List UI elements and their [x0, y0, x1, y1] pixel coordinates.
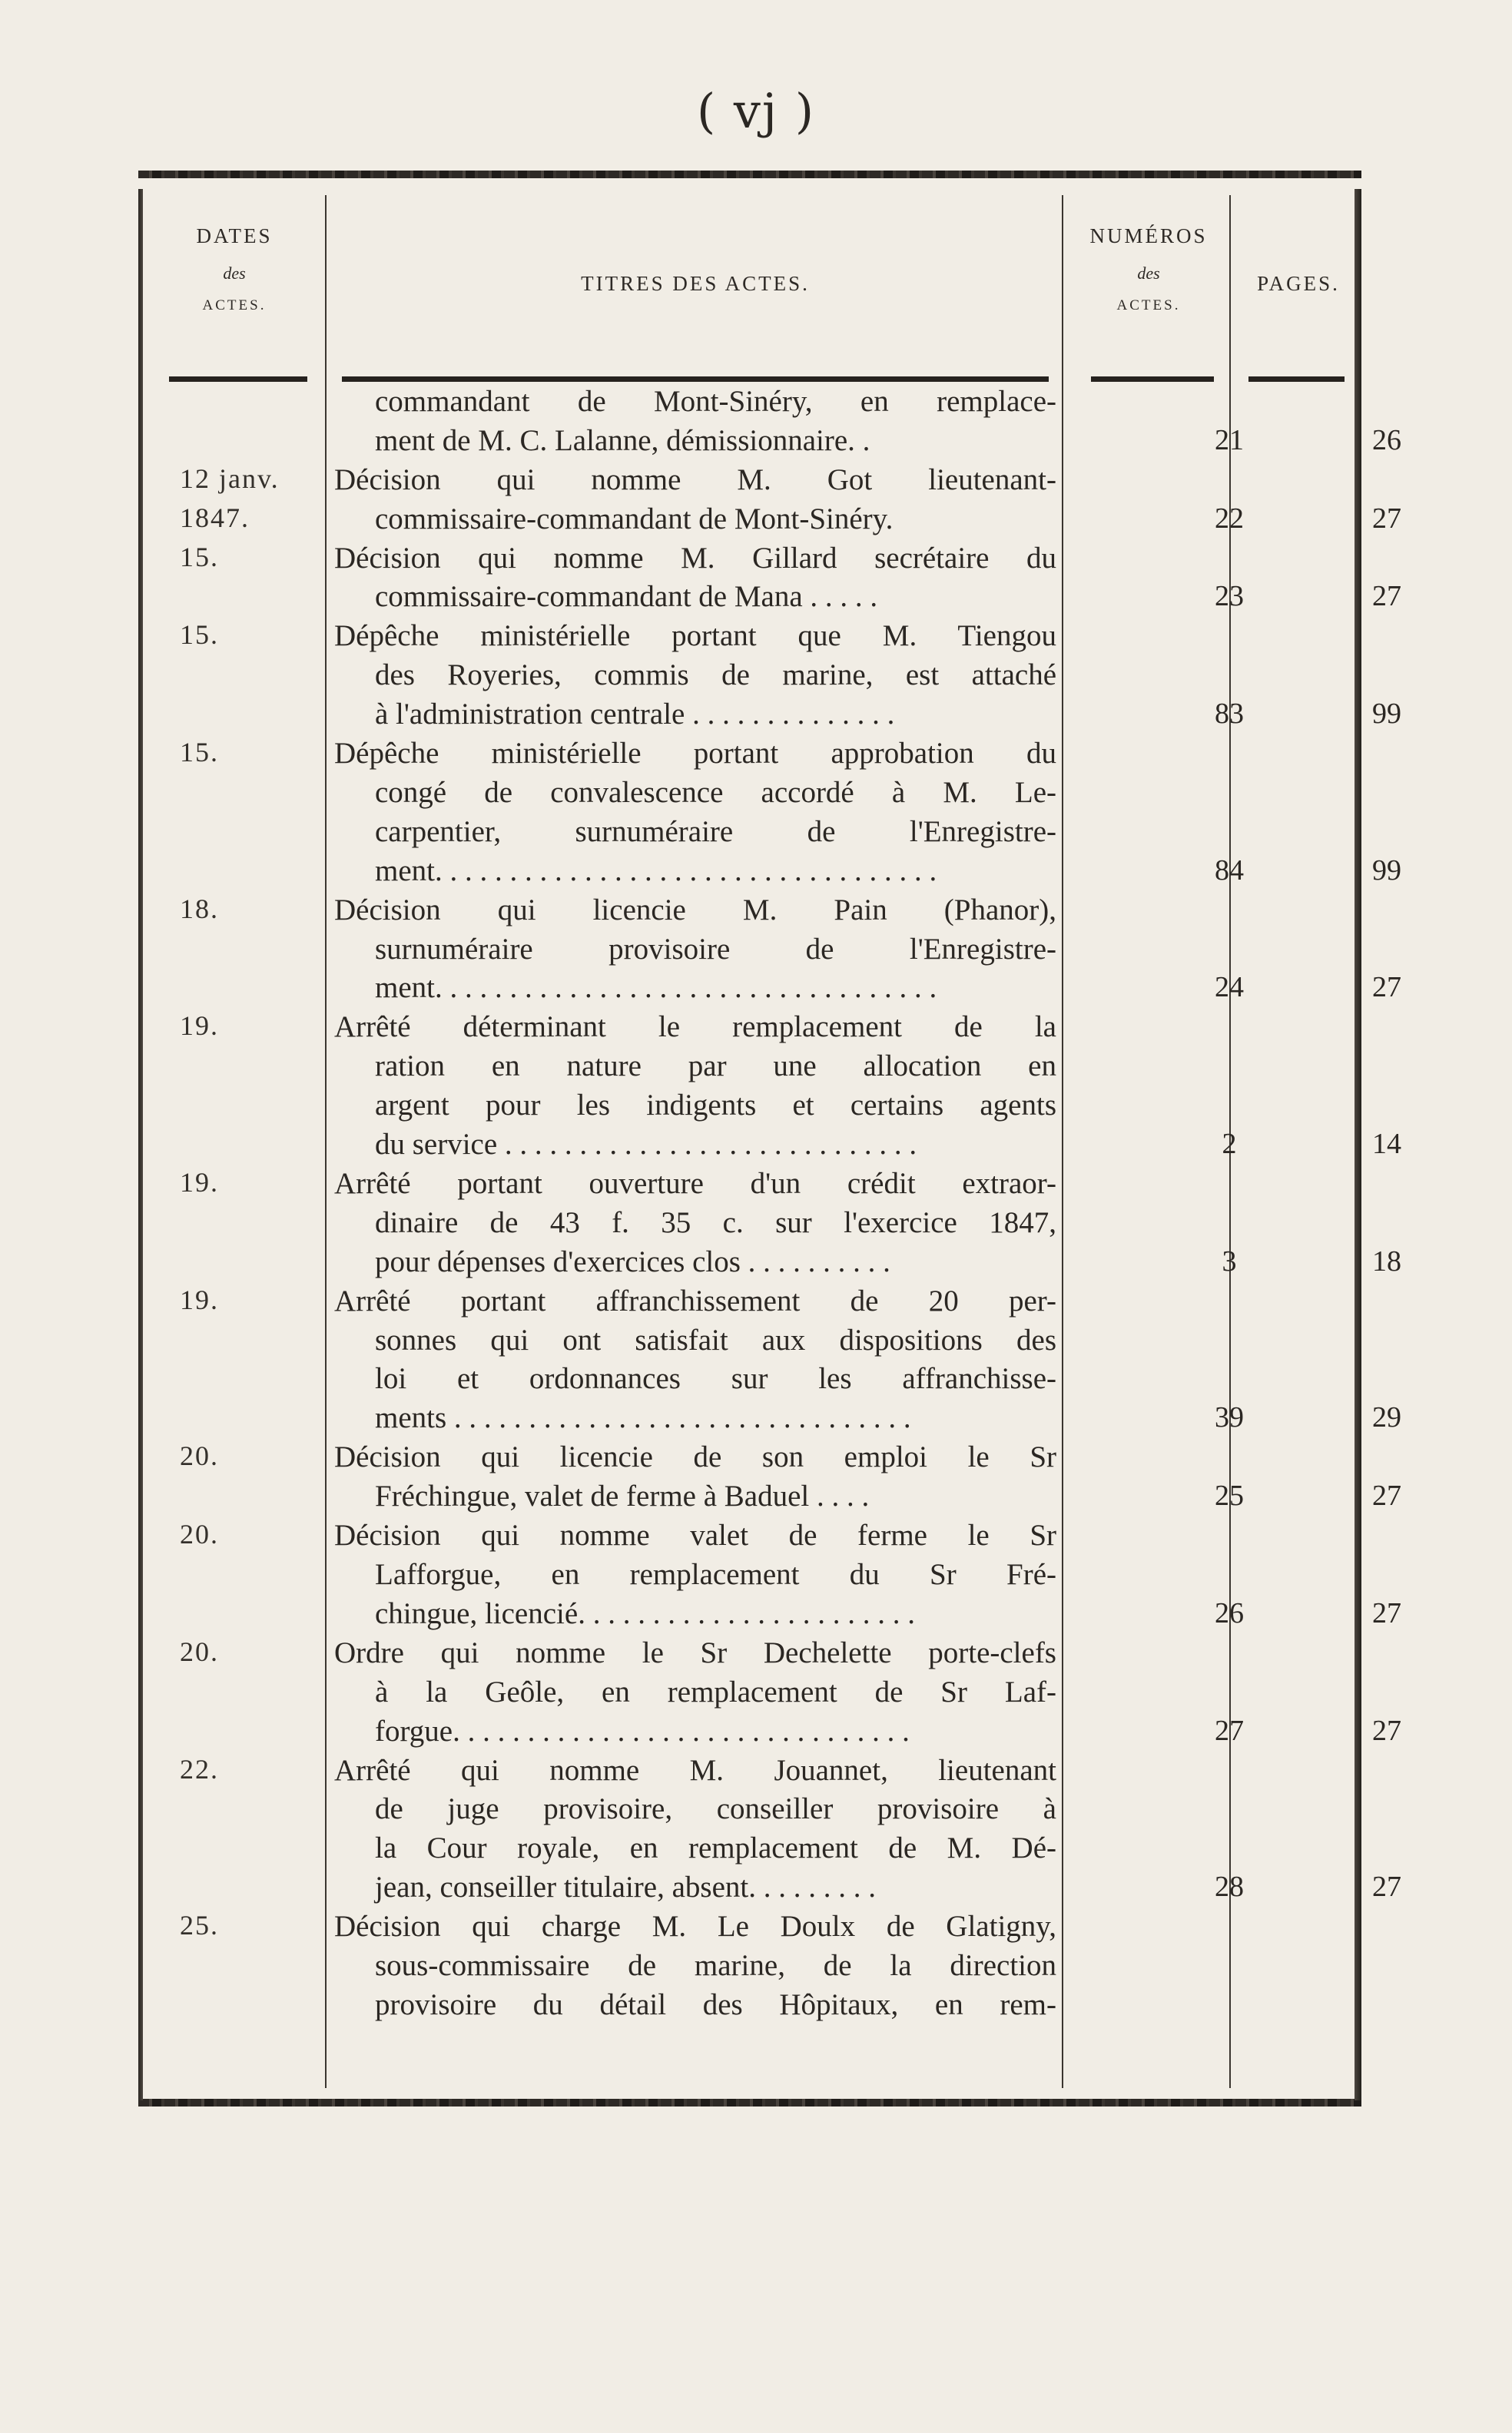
- row-page-number: 18: [1372, 1245, 1401, 1278]
- header-underline: [169, 376, 307, 382]
- row-page-number: 99: [1372, 854, 1401, 887]
- title-line: ration en nature par une allocation en: [375, 1049, 1056, 1083]
- title-line: Décision qui nomme M. Gillard secrétaire du: [334, 541, 1056, 575]
- title-line: carpentier, surnuméraire de l'Enregistre-: [375, 814, 1056, 848]
- row-date: 25.: [180, 1910, 219, 1941]
- title-line: Décision qui nomme M. Got lieutenant-: [334, 462, 1056, 496]
- row-act-number: 27: [1215, 1714, 1244, 1747]
- page-number: ( vj ): [696, 83, 816, 139]
- title-line: Décision qui nomme valet de ferme le Sr: [334, 1519, 1056, 1553]
- row-page-number: 27: [1372, 971, 1401, 1004]
- title-line: ment de M. C. Lalanne, démissionnaire. .: [375, 423, 870, 457]
- header-numeros-line1: NUMÉROS: [1089, 224, 1208, 247]
- title-line: à la Geôle, en remplacement de Sr Laf-: [375, 1675, 1056, 1709]
- header-underline: [1248, 376, 1345, 382]
- row-date: 22.: [180, 1753, 219, 1785]
- row-date-year: 1847.: [180, 502, 250, 533]
- title-line: sous-commissaire de marine, de la direction: [375, 1948, 1056, 1982]
- row-date: 19.: [180, 1284, 219, 1315]
- title-line: Dépêche ministérielle portant que M. Tiengou: [334, 619, 1056, 653]
- title-line: la Cour royale, en remplacement de M. Dé-: [375, 1831, 1056, 1865]
- row-act-number: 26: [1215, 1596, 1244, 1629]
- row-date: 18.: [180, 893, 219, 924]
- bottom-rule: [138, 2099, 1361, 2107]
- row-date: 20.: [180, 1636, 219, 1667]
- title-line: commandant de Mont-Sinéry, en remplace-: [375, 385, 1056, 418]
- title-line: Arrêté déterminant le remplacement de la: [334, 1010, 1056, 1044]
- row-date: 20.: [180, 1519, 219, 1550]
- row-page-number: 29: [1372, 1401, 1401, 1434]
- row-act-number: 3: [1222, 1245, 1237, 1278]
- title-line: commissaire-commandant de Mont-Sinéry.: [375, 502, 894, 535]
- title-line: forgue. . . . . . . . . . . . . . . . . . . . . . . . . . . . . . .: [375, 1714, 910, 1748]
- title-line: surnuméraire provisoire de l'Enregistre-: [375, 932, 1056, 966]
- title-line: du service . . . . . . . . . . . . . . . . . . . . . . . . . . . .: [375, 1128, 917, 1162]
- title-line: provisoire du détail des Hôpitaux, en rem-: [375, 1987, 1056, 2021]
- title-line: Ordre qui nomme le Sr Dechelette porte-clefs: [334, 1636, 1056, 1669]
- title-line: loi et ordonnances sur les affranchisse-: [375, 1362, 1056, 1396]
- top-rule: [138, 171, 1361, 178]
- title-line: de juge provisoire, conseiller provisoire à: [375, 1792, 1056, 1826]
- header-underline: [342, 376, 1049, 382]
- header-pages: PAGES.: [1257, 272, 1340, 295]
- row-act-number: 22: [1215, 502, 1244, 535]
- title-line: à l'administration centrale . . . . . . . . . . . . . .: [375, 698, 895, 731]
- title-line: Arrêté portant affranchissement de 20 per-: [334, 1284, 1056, 1318]
- row-act-number: 84: [1215, 854, 1244, 887]
- title-line: sonnes qui ont satisfait aux dispositions des: [375, 1323, 1056, 1357]
- row-date: 12 janv.: [180, 462, 280, 494]
- row-page-number: 27: [1372, 1596, 1401, 1629]
- title-line: ment. . . . . . . . . . . . . . . . . . . . . . . . . . . . . . . . . .: [375, 854, 937, 887]
- header-dates: [154, 224, 315, 314]
- title-line: Décision qui charge M. Le Doulx de Glatigny,: [334, 1910, 1056, 1944]
- row-act-number: 83: [1215, 698, 1244, 731]
- header-dates-line1: DATES: [196, 224, 273, 247]
- title-line: Arrêté portant ouverture d'un crédit extraor-: [334, 1167, 1056, 1200]
- header-numeros-line2: des: [1137, 264, 1160, 283]
- title-line: ment. . . . . . . . . . . . . . . . . . . . . . . . . . . . . . . . . .: [375, 971, 937, 1005]
- row-page-number: 27: [1372, 1480, 1401, 1513]
- title-line: dinaire de 43 f. 35 c. sur l'exercice 1847,: [375, 1205, 1056, 1239]
- title-line: chingue, licencié. . . . . . . . . . . . . . . . . . . . . . .: [375, 1596, 915, 1630]
- title-line: argent pour les indigents et certains agents: [375, 1089, 1056, 1122]
- title-line: pour dépenses d'exercices clos . . . . . . . . . .: [375, 1245, 890, 1278]
- row-act-number: 25: [1215, 1480, 1244, 1513]
- row-page-number: 26: [1372, 423, 1401, 456]
- row-act-number: 24: [1215, 971, 1244, 1004]
- header-dates-line3: ACTES.: [202, 297, 267, 313]
- header-numeros: [1072, 224, 1225, 314]
- row-date: 19.: [180, 1167, 219, 1198]
- title-line: congé de convalescence accordé à M. Le-: [375, 775, 1056, 809]
- row-date: 15.: [180, 737, 219, 768]
- title-line: Arrêté qui nomme M. Jouannet, lieutenant: [334, 1753, 1056, 1787]
- row-page-number: 99: [1372, 698, 1401, 731]
- title-line: Lafforgue, en remplacement du Sr Fré-: [375, 1557, 1056, 1591]
- row-act-number: 2: [1222, 1128, 1237, 1161]
- row-act-number: 23: [1215, 580, 1244, 613]
- row-act-number: 28: [1215, 1871, 1244, 1904]
- row-page-number: 27: [1372, 502, 1401, 535]
- title-line: jean, conseiller titulaire, absent. . . . . . . . .: [375, 1871, 876, 1904]
- title-line: commissaire-commandant de Mana . . . . .: [375, 580, 878, 614]
- title-line: des Royeries, commis de marine, est attaché: [375, 658, 1056, 692]
- row-act-number: 39: [1215, 1401, 1244, 1434]
- row-page-number: 14: [1372, 1128, 1401, 1161]
- row-date: 19.: [180, 1010, 219, 1042]
- title-line: ments . . . . . . . . . . . . . . . . . . . . . . . . . . . . . . .: [375, 1401, 911, 1435]
- row-page-number: 27: [1372, 580, 1401, 613]
- table-frame: [138, 171, 1401, 2107]
- header-underline: [1091, 376, 1214, 382]
- header-numeros-line3: ACTES.: [1116, 297, 1181, 313]
- row-act-number: 21: [1215, 423, 1244, 456]
- title-line: Fréchingue, valet de ferme à Baduel . . . .: [375, 1480, 870, 1513]
- header-titles: TITRES DES ACTES.: [581, 272, 810, 295]
- title-line: Dépêche ministérielle portant approbation du: [334, 737, 1056, 771]
- row-date: 15.: [180, 541, 219, 572]
- row-page-number: 27: [1372, 1871, 1401, 1904]
- title-line: Décision qui licencie de son emploi le Sr: [334, 1440, 1056, 1474]
- title-line: Décision qui licencie M. Pain (Phanor),: [334, 893, 1056, 926]
- row-date: 20.: [180, 1440, 219, 1472]
- row-page-number: 27: [1372, 1714, 1401, 1747]
- header-dates-line2: des: [223, 264, 246, 283]
- row-date: 15.: [180, 619, 219, 651]
